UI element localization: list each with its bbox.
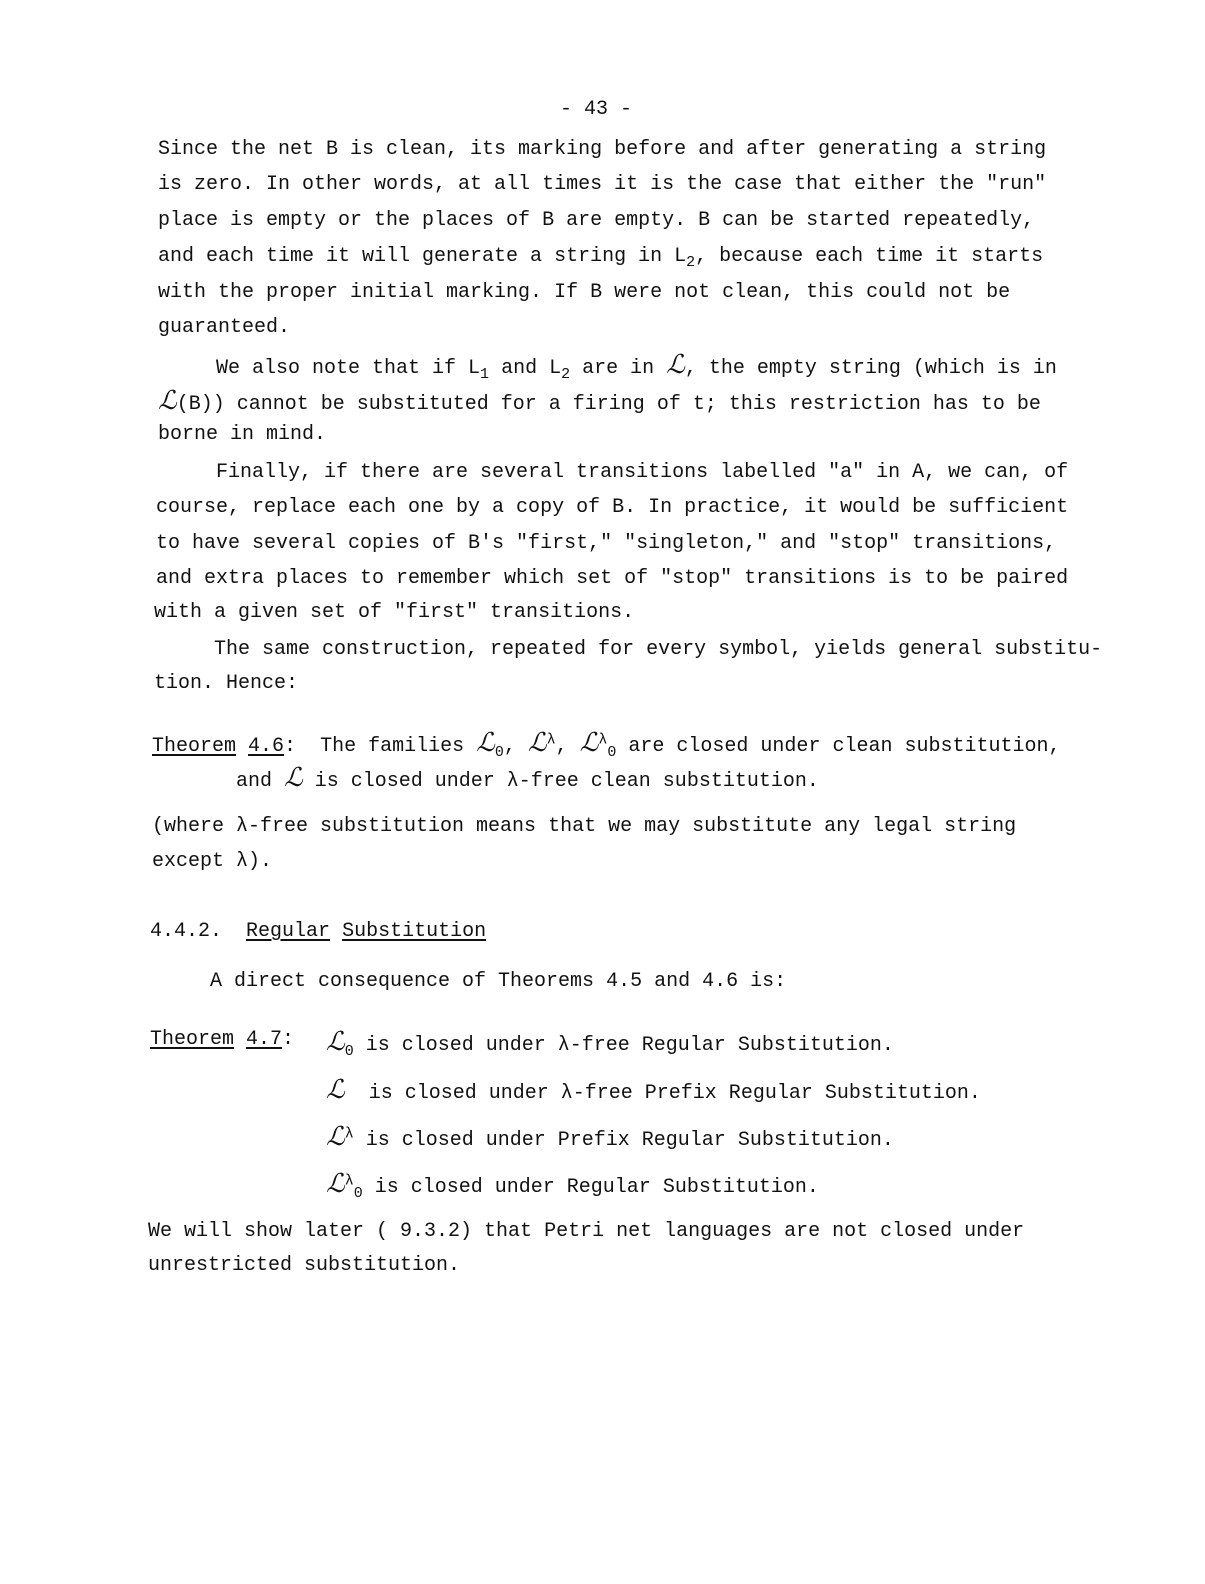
theorem-4-6-text2a: and [236,770,285,793]
para2-line2 [158,386,1041,417]
theorem-4-7-label [150,1028,294,1052]
para4-line2: tion. Hence: [154,672,299,695]
superscript-lambda: λ [546,731,556,749]
para6-line1: We will show later ( 9.3.2) that Petri net languages are not closed under [148,1220,1025,1243]
section-number: 4.4.2. [150,920,223,943]
para1-line4 [158,245,1043,269]
theorem-4-6-line2 [236,763,819,794]
para1-line5: with the proper initial marking. If B were not clean, this could not be [158,281,1011,304]
superscript-lambda: λ [344,1172,354,1190]
para3-line2: course, replace each one by a copy of B. In practice, it would be sufficient [156,496,1069,519]
theorem-4-6-line1: Theorem 4.6: The families ℒ$_0$, ℒ$^\lambda$, ℒ$^\lambda_0$ are closed under clean substitution, [152,728,1061,761]
section-title-a: Regular [246,920,331,943]
para6-line2: unrestricted substitution. [148,1254,461,1277]
note-line1: (where λ-free substitution means that we may substitute any legal string [152,815,1017,838]
theorem-4-7-item2-text: is closed under λ-free Prefix Regular Substitution. [356,1082,981,1105]
script-l-symbol: ℒ [284,763,303,793]
para3-line4: and extra places to remember which set of "stop" transitions is to be paired [156,567,1069,590]
para1-line1: Since the net B is clean, its marking before and after generating a string [158,138,1047,161]
note-line2: except λ). [152,850,273,873]
para1-line4-text: and each time it will generate a string in L [158,245,687,268]
script-l-symbol: ℒ [527,728,547,758]
script-l-symbol: ℒ [158,386,177,416]
para3-line3: to have several copies of B's "first," "singleton," and "stop" transitions, [156,532,1057,555]
para2-text-a: We also note that if L [216,357,481,380]
theorem-4-7-item3-text: is closed under Prefix Regular Substitution. [353,1129,894,1152]
theorem-4-6-text1: The families [320,735,477,758]
script-l-symbol: ℒ [666,350,685,380]
script-l-symbol: ℒ [579,728,599,758]
theorem-label: Theorem [152,735,237,758]
theorem-4-7-item2 [326,1075,981,1106]
theorem-4-7-item4 [326,1169,819,1202]
subscript-0: 0 [494,744,504,761]
theorem-number: 4.7 [246,1028,283,1051]
para1-line2: is zero. In other words, at all times it is the case that either the "run" [158,173,1047,196]
subscript-1: 1 [480,366,490,383]
theorem-colon: : [282,1028,295,1051]
script-l-symbol: ℒ [326,1027,345,1057]
script-l-symbol: ℒ [326,1122,345,1152]
para2-text-c: are in [570,357,667,380]
superscript-lambda: λ [598,731,608,749]
theorem-4-7-item4-text: is closed under Regular Substitution. [362,1176,819,1199]
theorem-4-6-text2b: is closed under λ-free clean substitution. [302,770,819,793]
theorem-4-7-item1 [326,1027,894,1060]
theorem-number: 4.6 [248,735,285,758]
subscript-2: 2 [561,366,571,383]
para2-line1 [216,350,1057,383]
para1-line3: place is empty or the places of B are empty. B can be started repeatedly, [158,209,1035,232]
para1-line4-rest: , because each time it starts [695,245,1044,268]
para2-text-b: and L [489,357,562,380]
superscript-lambda: λ [344,1125,354,1143]
para1-line6: guaranteed. [158,316,291,339]
para3-line1: Finally, if there are several transitions labelled "a" in A, we can, of [216,461,1069,484]
subscript-0: 0 [353,1185,363,1202]
theorem-label: Theorem [150,1028,235,1051]
script-l-symbol: ℒ [476,728,495,758]
theorem-colon: : [284,735,297,758]
script-l-symbol: ℒ [326,1075,345,1105]
para2-line3: borne in mind. [158,423,327,446]
theorem-4-7-item3 [326,1122,894,1153]
script-l-symbol: ℒ [326,1169,345,1199]
section-heading [150,920,486,944]
para5: A direct consequence of Theorems 4.5 and 4.6 is: [210,970,787,993]
para3-line5: with a given set of "first" transitions. [154,601,635,624]
theorem-4-6-text1b: are closed under clean substitution, [616,735,1061,758]
para4-line1: The same construction, repeated for every symbol, yields general substitu- [214,638,1103,661]
subscript-0: 0 [607,744,617,761]
subscript-2: 2 [686,254,696,271]
theorem-4-7-item1-text: is closed under λ-free Regular Substitution. [353,1034,894,1057]
para2-text-d: , the empty string (which is in [684,357,1057,380]
subscript-0: 0 [344,1043,354,1060]
page-number: - 43 - [560,98,633,121]
section-title-b: Substitution [342,920,487,943]
para2-text-e: (B)) cannot be substituted for a firing of t; this restriction has to be [176,393,1041,416]
